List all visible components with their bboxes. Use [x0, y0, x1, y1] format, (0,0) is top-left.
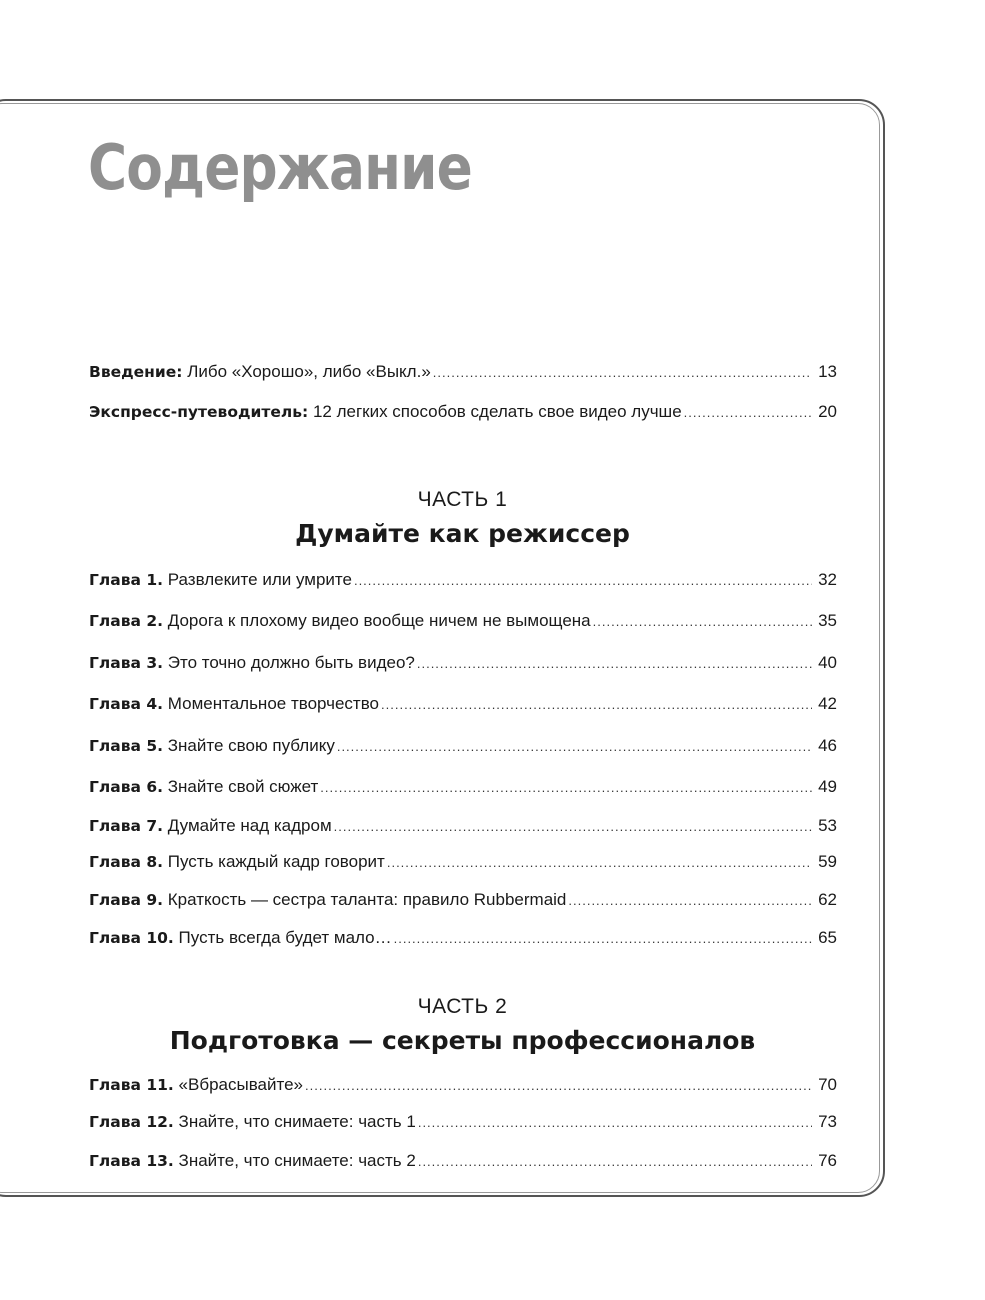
toc-entry-title: Знайте свой сюжет: [167, 777, 319, 796]
toc-entry-chapter[interactable]: [89, 568, 837, 592]
toc-entry-page: 46: [818, 736, 837, 755]
toc-entry-label: Глава 8.: [89, 853, 164, 871]
dot-leader: [568, 889, 812, 913]
toc-entry-page: 20: [818, 402, 837, 421]
toc-entry-title: «Вбрасывайте»: [178, 1075, 304, 1094]
toc-entry-title: Либо «Хорошо», либо «Выкл.»: [187, 362, 431, 381]
dot-leader: [337, 735, 812, 759]
toc-entry-page: 32: [818, 570, 837, 589]
part-label: ЧАСТЬ 1: [417, 488, 508, 511]
toc-entry-label: Экспресс-путеводитель:: [89, 403, 309, 421]
toc-entry-label: Глава 6.: [89, 778, 164, 796]
toc-entry-title: Пусть всегда будет мало…: [178, 928, 392, 947]
toc-entry-label: Глава 11.: [89, 1076, 174, 1094]
toc-entry-page: 42: [818, 694, 837, 713]
dot-leader: [334, 815, 812, 839]
toc-entry-page: 13: [818, 362, 837, 381]
toc-entry-chapter[interactable]: [89, 775, 837, 799]
toc-entry-title: Пусть каждый кадр говорит: [167, 852, 385, 871]
toc-entry-title: Знайте, что снимаете: часть 2: [178, 1151, 416, 1170]
dot-leader: [418, 1150, 812, 1174]
dot-leader: [684, 401, 812, 425]
toc-entry-title: Это точно должно быть видео?: [167, 653, 415, 672]
toc-entry-title: Знайте свою публику: [167, 736, 335, 755]
toc-entry-page: 73: [818, 1112, 837, 1131]
toc-entry-label: Глава 4.: [89, 695, 164, 713]
toc-entry-label: Глава 13.: [89, 1152, 174, 1170]
toc-entry-page: 59: [818, 852, 837, 871]
dot-leader: [354, 569, 812, 593]
toc-entry-label: Глава 9.: [89, 891, 164, 909]
toc-entry-chapter[interactable]: [89, 651, 837, 675]
toc-entry-title: 12 легких способов сделать свое видео лучше: [312, 402, 682, 421]
toc-entry-page: 65: [818, 928, 837, 947]
dot-leader: [433, 361, 812, 385]
toc-entry-page: 40: [818, 653, 837, 672]
page-title: Содержание: [88, 131, 472, 204]
toc-entry-title: Дорога к плохому видео вообще ничем не вымощена: [167, 611, 591, 630]
dot-leader: [417, 652, 812, 676]
toc-entry-label: Глава 7.: [89, 817, 164, 835]
toc-entry-title: Развлеките или умрите: [167, 570, 352, 589]
dot-leader: [387, 851, 812, 875]
toc-entry-page: 49: [818, 777, 837, 796]
toc-entry-chapter[interactable]: [89, 926, 837, 950]
toc-entry-chapter[interactable]: [89, 692, 837, 716]
dot-leader: [305, 1074, 812, 1098]
toc-entry-chapter[interactable]: [89, 814, 837, 838]
toc-entry-chapter[interactable]: [89, 1110, 837, 1134]
dot-leader: [394, 927, 812, 951]
part-title: Подготовка — секреты профессионалов: [169, 1026, 756, 1055]
toc-entry-label: Глава 5.: [89, 737, 164, 755]
toc-entry-chapter[interactable]: [89, 609, 837, 633]
toc-entry-page: 70: [818, 1075, 837, 1094]
toc-entry-page: 62: [818, 890, 837, 909]
toc-entry-chapter[interactable]: [89, 1073, 837, 1097]
part-label: ЧАСТЬ 2: [417, 995, 508, 1018]
toc-entry-label: Глава 3.: [89, 654, 164, 672]
toc-entry-title: Моментальное творчество: [167, 694, 380, 713]
dot-leader: [381, 693, 812, 717]
toc-entry-page: 76: [818, 1151, 837, 1170]
toc-entry-title: Краткость — сестра таланта: правило Rubbermaid: [167, 890, 567, 909]
toc-entry-label: Глава 10.: [89, 929, 174, 947]
toc-entry-page: 35: [818, 611, 837, 630]
toc-entry-chapter[interactable]: [89, 1149, 837, 1173]
dot-leader: [593, 610, 812, 634]
toc-entry-label: Глава 1.: [89, 571, 164, 589]
toc-entry-title: Знайте, что снимаете: часть 1: [178, 1112, 416, 1131]
toc-entry-intro[interactable]: [89, 360, 837, 384]
toc-entry-title: Думайте над кадром: [167, 816, 332, 835]
toc-entry-chapter[interactable]: [89, 850, 837, 874]
toc-entry-chapter[interactable]: [89, 734, 837, 758]
toc-entry-label: Глава 2.: [89, 612, 164, 630]
dot-leader: [418, 1111, 812, 1135]
toc-entry-label: Введение:: [89, 363, 183, 381]
toc-entry-chapter[interactable]: [89, 888, 837, 912]
toc-entry-quick-guide[interactable]: [89, 400, 837, 424]
part-title: Думайте как режиссер: [295, 519, 630, 548]
dot-leader: [320, 776, 812, 800]
toc-entry-page: 53: [818, 816, 837, 835]
toc-entry-label: Глава 12.: [89, 1113, 174, 1131]
